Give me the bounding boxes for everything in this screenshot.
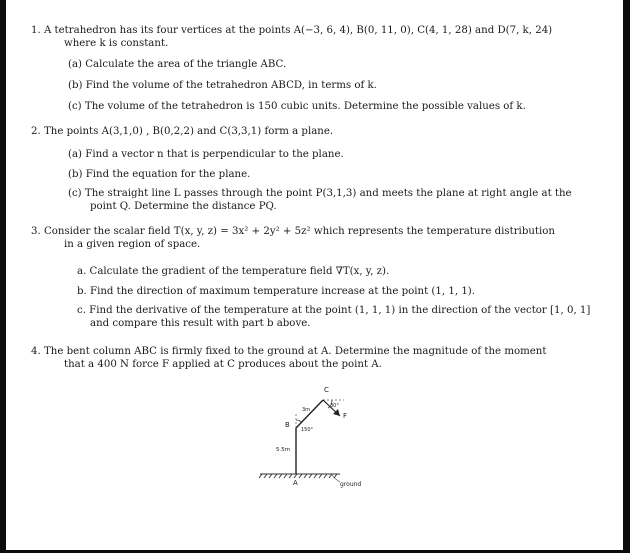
label-angle-b: 150° — [301, 427, 314, 433]
q3-part-c-line1: c. Find the derivative of the temperature at the point (1, 1, 1) in the direction of the vector [1, 0, 1] — [77, 305, 591, 316]
label-a: A — [293, 479, 298, 487]
label-angle-c: 30° — [330, 403, 339, 409]
q3-part-b: b. Find the direction of maximum temperature increase at the point (1, 1, 1). — [77, 286, 476, 297]
q1-part-a: (a) Calculate the area of the triangle ABC. — [68, 59, 287, 70]
q2-part-c-line2: point Q. Determine the distance PQ. — [90, 201, 277, 212]
q3-part-c-line2: and compare this result with part b above. — [90, 318, 311, 329]
q3-line2: in a given region of space. — [64, 239, 201, 250]
ground-hatch — [259, 474, 340, 478]
q1-part-b: (b) Find the volume of the tetrahedron ABCD, in terms of k. — [68, 80, 377, 91]
q2-part-a: (a) Find a vector n that is perpendicular to the plane. — [68, 149, 344, 160]
label-height: 5.5m — [276, 447, 291, 453]
label-f: F — [343, 412, 348, 420]
q1-line1: 1. A tetrahedron has its four vertices at the points A(−3, 6, 4), B(0, 11, 0), C(4, 1, 28) and D(7, k, 24) — [31, 25, 553, 36]
label-b: B — [285, 421, 290, 429]
label-length: 3m — [302, 407, 311, 413]
label-c: C — [324, 386, 329, 394]
q2-part-b: (b) Find the equation for the plane. — [68, 169, 251, 180]
label-ground: ground — [340, 481, 362, 488]
q4-line1: 4. The bent column ABC is firmly fixed to the ground at A. Determine the magnitude of the moment — [31, 346, 547, 357]
q4-line2: that a 400 N force F applied at C produces about the point A. — [64, 359, 382, 370]
q1-line2: where k is constant. — [64, 38, 169, 49]
q2-part-c-line1: (c) The straight line L passes through the point P(3,1,3) and meets the plane at right angle at the — [68, 188, 572, 199]
bent-column-figure — [240, 378, 390, 498]
q1-part-c: (c) The volume of the tetrahedron is 150 cubic units. Determine the possible values of k. — [68, 101, 526, 112]
q3-part-a: a. Calculate the gradient of the temperature field ∇T(x, y, z). — [77, 266, 390, 277]
column-segment-bc — [296, 400, 323, 428]
q2-line1: 2. The points A(3,1,0) , B(0,2,2) and C(3,3,1) form a plane. — [31, 126, 334, 137]
q3-line1: 3. Consider the scalar field T(x, y, z) = 3x² + 2y² + 5z² which represents the temperature distribution — [31, 226, 555, 237]
left-frame-border — [0, 0, 6, 553]
right-frame-border — [623, 0, 630, 553]
